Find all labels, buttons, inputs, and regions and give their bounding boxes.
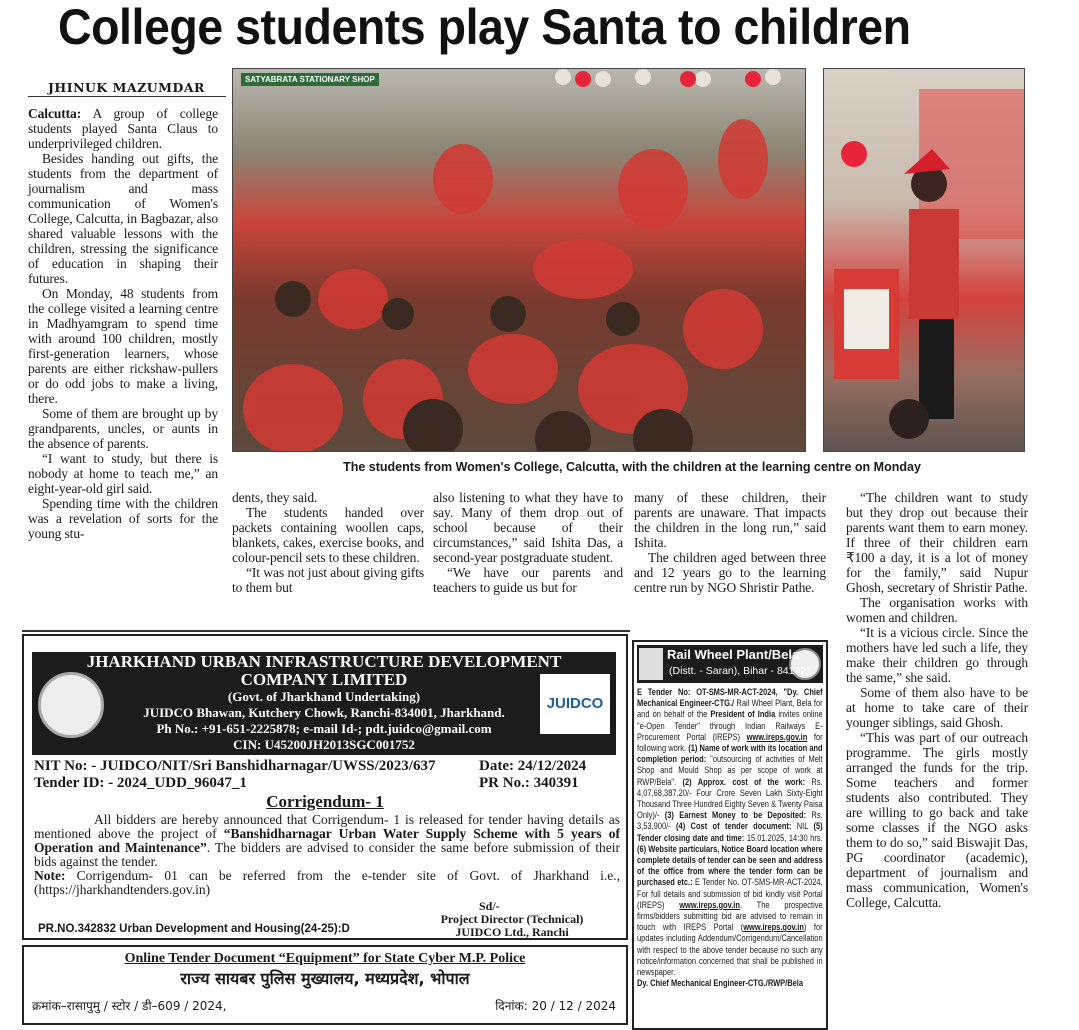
body-text: All bidders are hereby announced that Corrigendum- 1 is released for tender having details as mentioned above the project of xyxy=(34,812,620,841)
article-column-5 xyxy=(846,490,1028,910)
article-column-1 xyxy=(28,106,218,541)
article-column-3 xyxy=(433,490,623,595)
note-label: Note: xyxy=(34,868,66,883)
signature-mark: Sd/- xyxy=(479,899,500,913)
byline: JHINUK MAZUMDAR xyxy=(48,80,205,95)
pr-footer: PR.NO.342832 Urban Development and Housing(24-25):D xyxy=(38,923,350,935)
project-name: “Banshidharnagar Urban Water Supply Scheme with 5 years of Operation and Maintenance” xyxy=(34,826,620,855)
article-column-4 xyxy=(634,490,826,595)
article-paragraph: Calcutta: A group of college students played Santa Claus to underprivileged children. xyxy=(28,106,218,151)
pr-number: PR No.: 340391 xyxy=(479,775,579,791)
article-paragraph: dents, they said. xyxy=(232,490,318,505)
rail-ad-subtitle: (Distt. - Saran), Bihar - 841221 xyxy=(669,665,812,677)
tender-id: Tender ID: - 2024_UDD_96047_1 xyxy=(34,775,247,791)
article-paragraph: many of these children, their parents are unaware. That impacts the children in the long run,” said Ishita. xyxy=(634,490,826,550)
signatory xyxy=(412,913,612,939)
rail-ad-signatory: Dy. Chief Mechanical Engineer-CTG./RWP/Bela xyxy=(637,978,804,990)
article-paragraph: Spending time with the children was a revelation of sorts for the young stu- xyxy=(28,496,218,541)
corrigendum-note xyxy=(34,869,620,897)
corrigendum-title: Corrigendum- 1 xyxy=(266,792,384,811)
juidco-tender-ad xyxy=(22,634,628,940)
article-paragraph: “It is a vicious circle. Since the mothers have led such a life, they make their children go through the same,” she said. xyxy=(846,625,1028,685)
volunteer-illustration xyxy=(824,69,1025,452)
police-ad-reference: क्रमांक–रासापुमु / स्टोर / डी–609 / 2024, xyxy=(32,999,227,1013)
rail-ad-title: Rail Wheel Plant/Bela xyxy=(667,647,800,662)
signatory-title: Project Director (Technical) xyxy=(440,912,584,926)
police-ad-hindi-title: राज्य सायबर पुलिस मुख्यालय, मध्यप्रदेश, भोपाल xyxy=(180,969,470,988)
signatory-org: JUIDCO Ltd., Ranchi xyxy=(455,925,569,939)
rail-ad-header xyxy=(637,645,823,683)
article-paragraph: “It was not just about giving gifts to them but xyxy=(232,565,424,595)
cyber-police-tender-ad xyxy=(22,945,628,1025)
national-emblem-icon xyxy=(639,648,663,680)
juidco-cin: CIN: U45200JH2013SGC001752 xyxy=(233,737,415,752)
juidco-header xyxy=(32,652,616,755)
rail-wheel-plant-tender-ad xyxy=(632,640,828,1030)
corrigendum-body xyxy=(34,813,620,869)
body-text-2: . The bidders are advised to consider the same before submission of their bids against the tender. xyxy=(34,840,620,869)
article-paragraph: The children aged between three and 12 years go to the learning centre run by NGO Shristir Pathe. xyxy=(634,550,826,595)
note-text: Corrigendum- 01 can be referred from the e-tender site of Govt. of Jharkhand i.e., (https://jharkhandtenders.gov.in) xyxy=(34,868,620,897)
article-paragraph: The students handed over packets containing woollen caps, blankets, cakes, exercise books, and colour-pencil sets to these children. xyxy=(232,505,424,565)
dateline: Calcutta: xyxy=(28,106,82,121)
ad-divider xyxy=(22,630,630,632)
juidco-address: JUIDCO Bhawan, Kutchery Chowk, Ranchi-834001, Jharkhand. xyxy=(143,705,505,720)
shop-sign: SATYABRATA STATIONARY SHOP xyxy=(241,73,379,86)
article-paragraph: The organisation works with women and children. xyxy=(846,595,1028,625)
article-paragraph: Some of them also have to be at home to take care of their younger siblings, said Ghosh. xyxy=(846,685,1028,730)
corrigendum-text-block xyxy=(34,813,620,897)
byline-rule xyxy=(28,96,226,97)
headline: College students play Santa to children xyxy=(58,0,911,55)
main-photo xyxy=(232,68,806,452)
rail-ad-text xyxy=(637,687,823,989)
juidco-contact: Ph No.: +91-651-2225878; e-mail Id-; pdt.juidco@gmail.com xyxy=(156,721,492,736)
article-paragraph: “The children want to study but they drop out because their parents want them to earn money. If three of their children earn ₹100 a day, it is a lot of money for the family,” said Nupur Ghosh, secretary of Shristir Pathe. xyxy=(846,490,1028,595)
rail-ad-body: E Tender No: OT-SMS-MR-ACT-2024, "Dy. Chief Mechanical Engineer-CTG./ Rail Wheel Plant, Bela for and on behalf of the President of India invites online "e-Open Tender" through Indian Railways E-Procurement Portal (IREPS) www.ireps.gov.in for following work. (1) Name of work with its location and completion period: "outsourcing of activities of Melt Shop and Mould Shop as per scope of work at RWP/Bela". (2) Approx. cost of the work: Rs. 4,07,68,387.20/- Four Crore Seven Lakh Sixty-Eight Thousand Three Hundred Eighty Seven & Twenty Paisa Only)/- (3) Earnest Money to be Deposited: Rs. 3,53,900/- (4) Cost of tender document: NIL (5) Tender closing date and time: 15.01.2025, 14:30 hrs. (6) Website particulars, Notice Board location where complete details of tender can be seen and address of the office from where the tender form can be purchased etc.: E Tender No. OT-SMS-MR-ACT-2024, For full details and submission of bid kindly visit Portal (IREPS) www.ireps.gov.in. The prospective firms/bidders submitting bid are advised to remain in touch with IREPS Portal (www.ireps.gov.in) for updates including Addendum/Corrigendum/Cancellation with respect to the above tender because no such any notice/information concerned that shall be published in newspaper. xyxy=(637,687,823,979)
article-paragraph: On Monday, 48 students from the college visited a learning centre in Madhyamgram to spend time with around 100 children, mostly first-generation learners, whose parents are either rickshaw-pullers or do odd jobs to make a living, there. xyxy=(28,286,218,406)
police-ad-date: दिनांक: 20 / 12 / 2024 xyxy=(495,999,616,1013)
article-column-2 xyxy=(232,490,424,595)
nit-number: NIT No: - JUIDCO/NIT/Sri Banshidharnagar/UWSS/2023/637 xyxy=(34,758,436,774)
nit-date: Date: 24/12/2024 xyxy=(479,758,587,774)
jharkhand-emblem-icon xyxy=(38,672,104,738)
photo-caption: The students from Women's College, Calcutta, with the children at the learning centre on Monday xyxy=(343,460,921,474)
article-paragraph: “We have our parents and teachers to guide us but for xyxy=(433,565,623,595)
juidco-subtitle: (Govt. of Jharkhand Undertaking) xyxy=(227,689,421,704)
article-paragraph: “This was part of our outreach programme. The girls mostly arranged the funds for the trip. Some teachers and former students also contributed. They are willing to go back and take some classes if the NGO asks them to do so,” said Biswajit Das, PG coordinator (academic), department of journalism and mass communication, Women's College, Calcutta. xyxy=(846,730,1028,910)
juidco-title-2: COMPANY LIMITED xyxy=(240,670,408,689)
juidco-title: JHARKHAND URBAN INFRASTRUCTURE DEVELOPMENT xyxy=(86,652,562,671)
article-paragraph: Some of them are brought up by grandparents, uncles, or aunts in the absence of parents. xyxy=(28,406,218,451)
article-paragraph: “I want to study, but there is nobody at home to teach me,” an eight-year-old girl said. xyxy=(28,451,218,496)
crowd-illustration xyxy=(233,69,806,452)
article-paragraph: Besides handing out gifts, the students from the department of journalism and mass communication of Women's College, Calcutta, in Bagbazar, also shared valuable lessons with the children, stressing the significance of education in shaping their futures. xyxy=(28,151,218,286)
juidco-logo: JUIDCO xyxy=(540,674,610,734)
police-ad-title: Online Tender Document “Equipment” for State Cyber M.P. Police xyxy=(124,951,526,966)
secondary-photo xyxy=(823,68,1025,452)
article-paragraph: also listening to what they have to say. Many of them drop out of school because of their circumstances,” said Ishita Das, a second-year postgraduate student. xyxy=(433,490,623,565)
